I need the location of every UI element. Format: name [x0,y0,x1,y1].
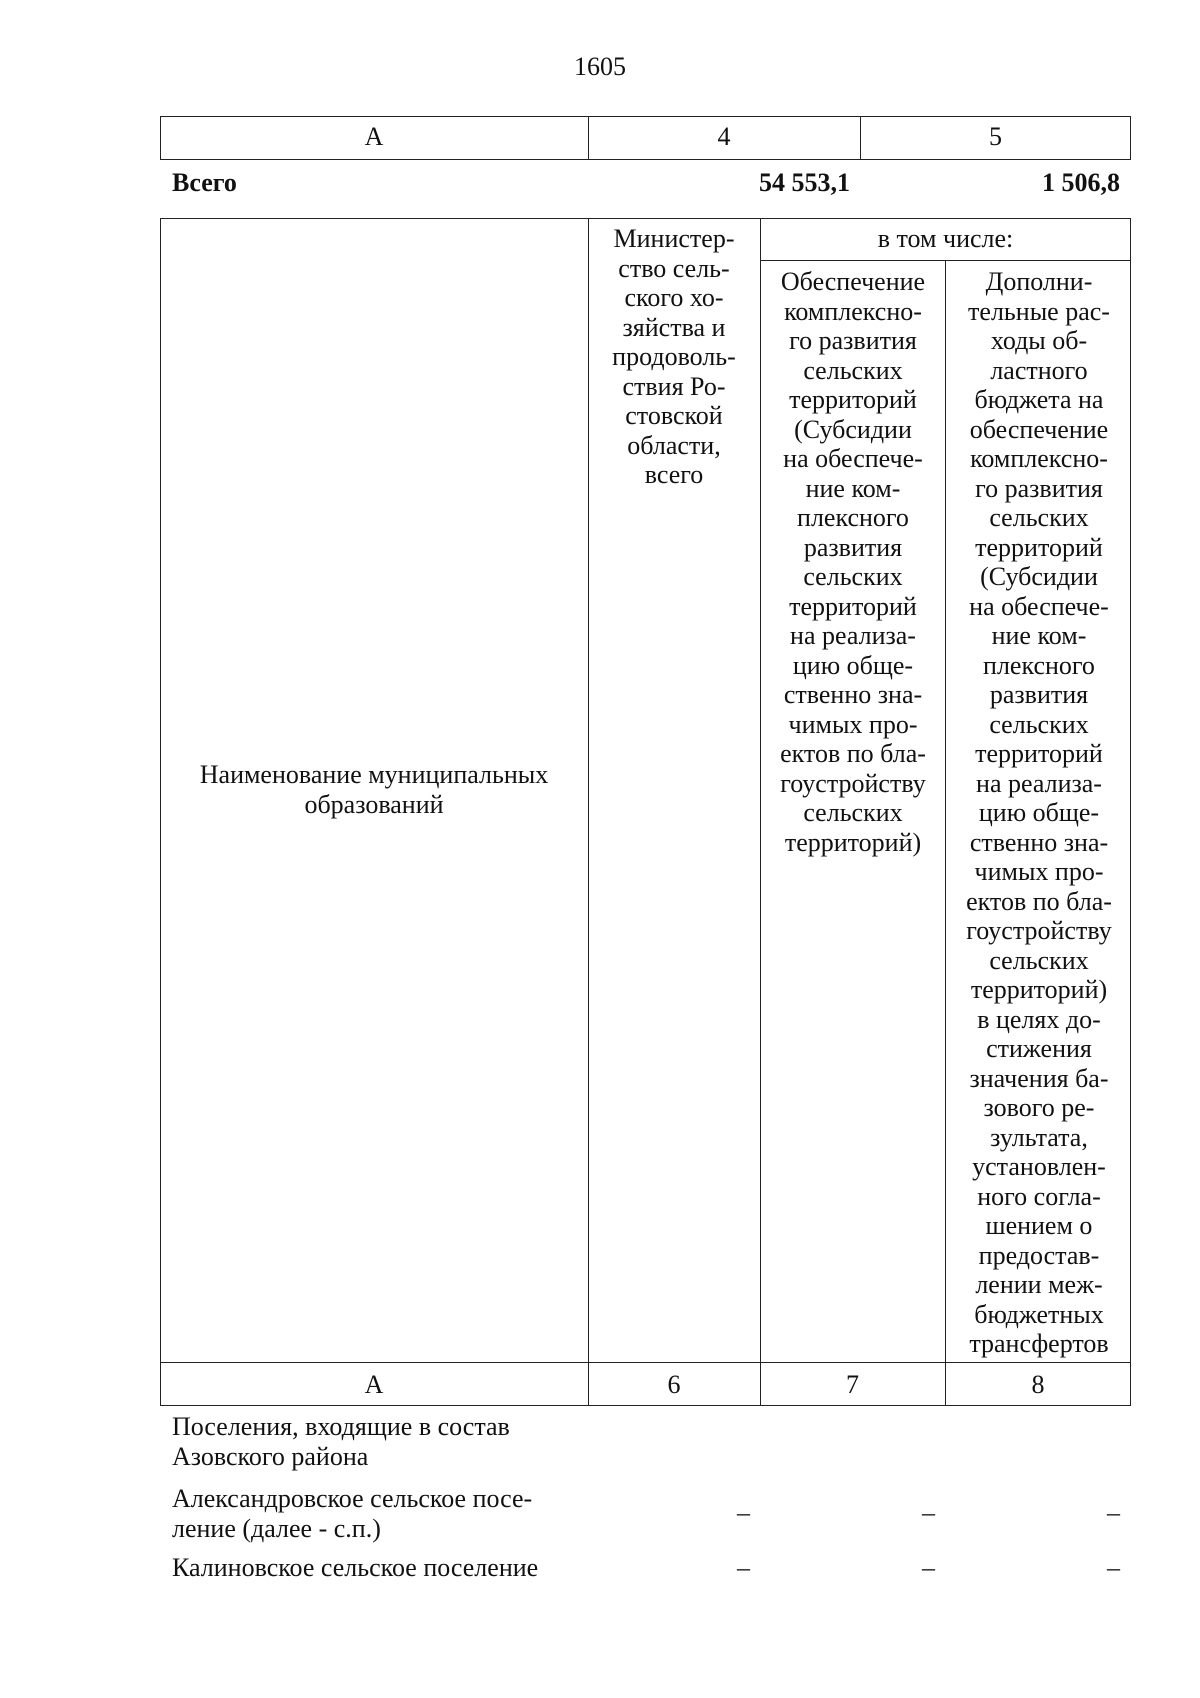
numbering-row-topline [160,1362,1131,1363]
total-label: Всего [172,168,237,197]
row-name: Александровское сельское посе- ление (далее - с.п.) [172,1484,533,1543]
numbering-col-6: 6 [667,1370,681,1399]
row-name: Поселения, входящие в состав Азовского района [172,1412,510,1471]
total-col-5: 1 506,8 [1042,168,1120,197]
municipal-name-header: Наименование муниципальных образований [199,760,549,819]
row-value: – [737,1553,750,1582]
total-col-4: 54 553,1 [759,168,850,197]
row-value: – [1107,1553,1120,1582]
numbering-col-a: А [364,1370,384,1399]
ministry-total-header: Министер- ство сель- ского хо- зяйства и продоволь- ствия Ро- стовской области, всего [612,224,736,489]
top-header-col-4: 4 [717,122,731,151]
numbering-col-8: 8 [1031,1370,1045,1399]
main-header-divider [945,260,946,1406]
row-name: Калиновское сельское поселение [172,1553,539,1582]
numbering-col-7: 7 [846,1370,859,1399]
row-value: – [737,1498,750,1527]
col7-description: Обеспечение комплексно- го развития сельских территорий (Субсидии на обеспече- ние ком- плексного развития сельских территорий на реализа- цию обще- ственно зна- чимых про- ектов по бла- гоустройству сельских территорий) [780,267,926,857]
row-value: – [922,1553,935,1582]
main-header-divider [760,218,761,1406]
row-value: – [922,1498,935,1527]
main-header-divider [588,218,589,1406]
page-number: 1605 [574,52,626,81]
top-header-col-a: А [364,122,384,151]
including-header: в том числе: [877,224,1014,253]
including-underline [760,260,1131,261]
col8-description: Дополни- тельные рас- ходы об- ластного бюджета на обеспечение комплексно- го развития сельских территорий (Субсидии на обеспече- ние ком- плексного развития сельских территорий на реализа- цию обще- ственно зна- чимых про- ектов по бла- гоустройству сельских территорий) в целях до- стижения значения ба- зового ре- зультата, установлен- ного согла- шением о предостав- лении меж- бюджетных трансфертов [966,267,1112,1358]
row-value: – [1107,1498,1120,1527]
top-header-col-5: 5 [989,122,1002,151]
